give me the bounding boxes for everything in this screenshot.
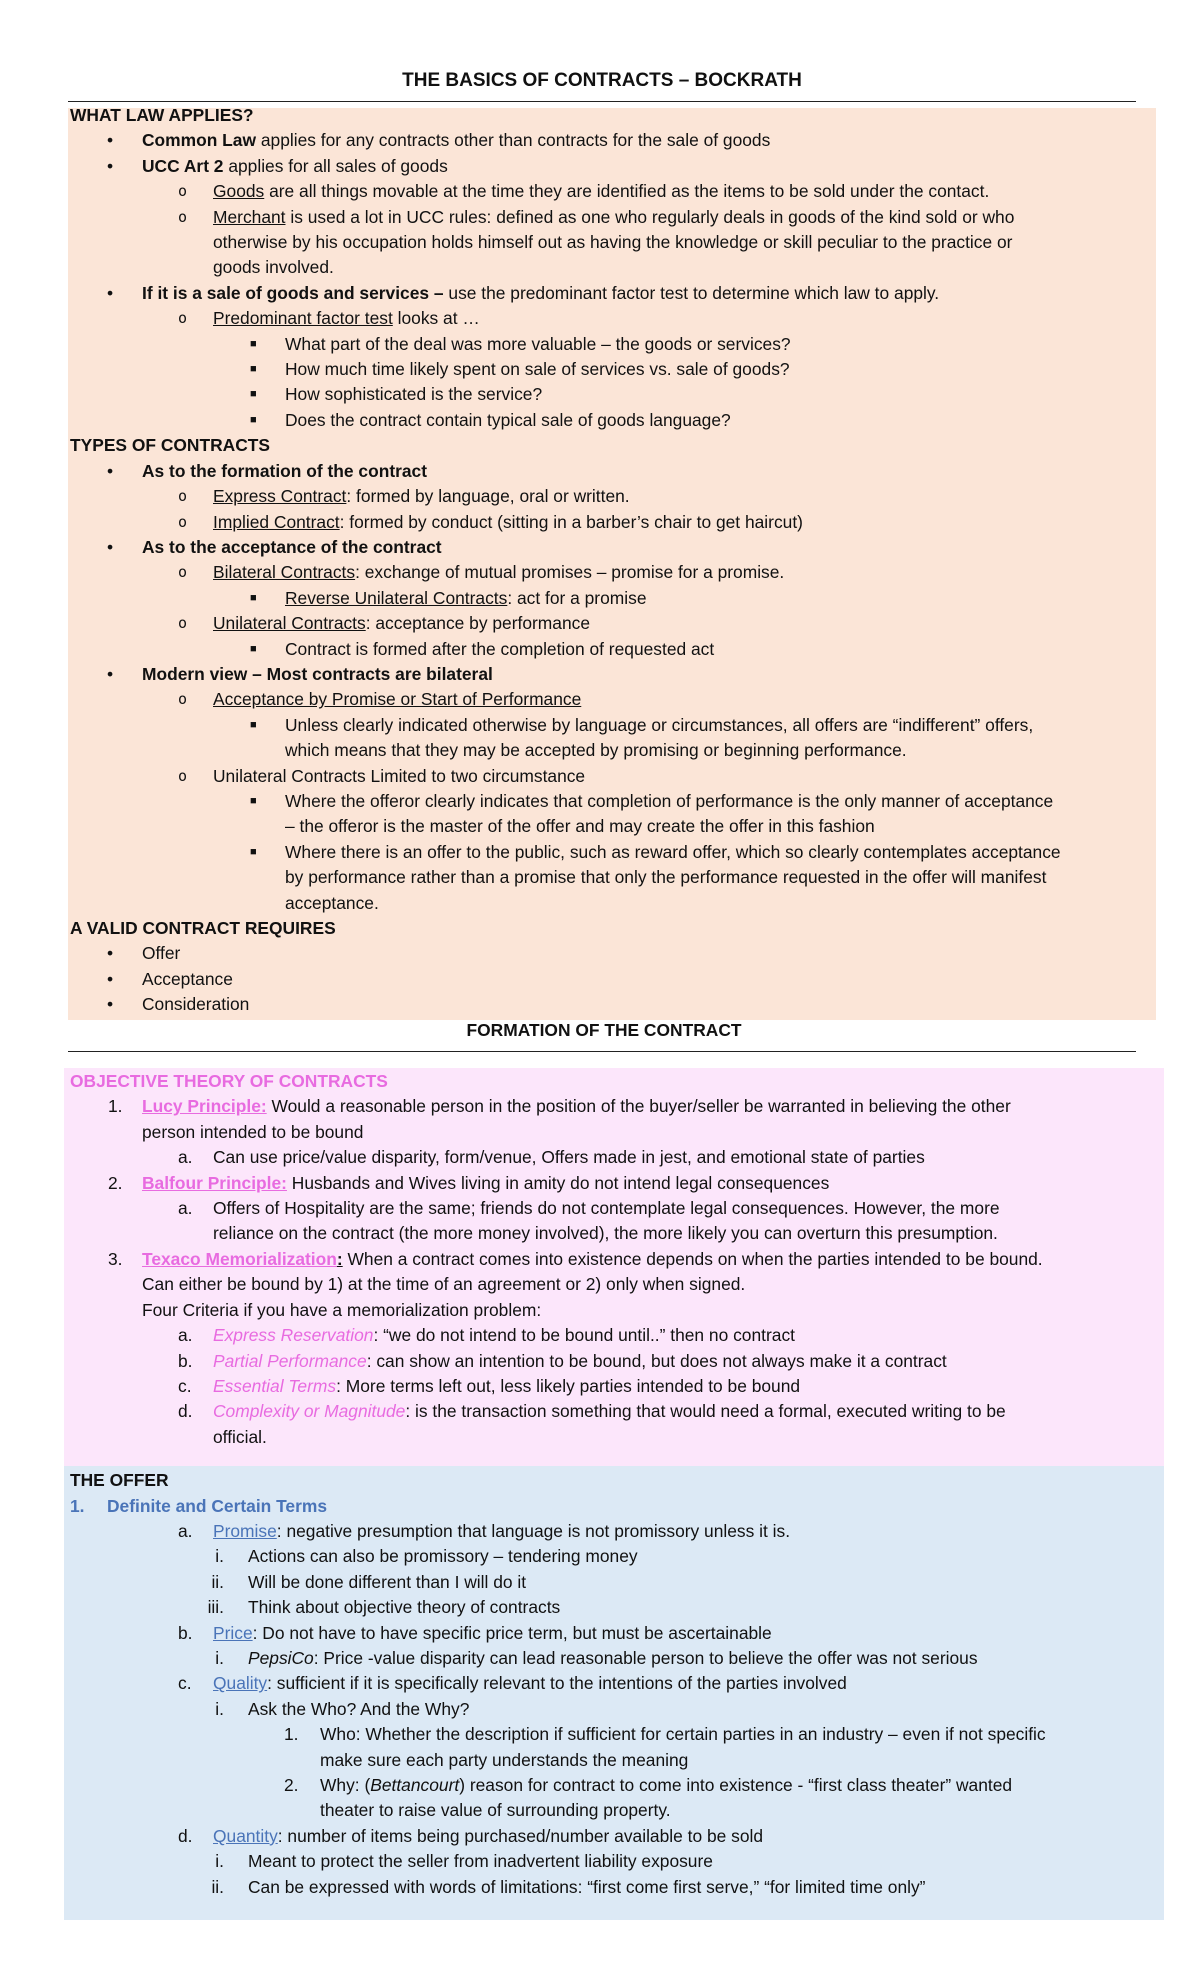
list-item: ■ Unless clearly indicated otherwise by language or circumstances, all offers are “indifferent” offers,: [250, 714, 1034, 735]
list-item-continuation: otherwise by his occupation holds himself out as having the knowledge or skill peculiar to the practice or: [213, 232, 1013, 253]
list-item-continuation: theater to raise value of surrounding property.: [320, 1800, 671, 1821]
list-item: o Bilateral Contracts: exchange of mutual promises – promise for a promise.: [178, 562, 785, 583]
list-item: o Predominant factor test looks at …: [178, 308, 480, 329]
list-item-continuation: which means that they may be accepted by promising or beginning performance.: [285, 740, 907, 761]
list-item-continuation: make sure each party understands the meaning: [320, 1749, 689, 1770]
list-item: i. Ask the Who? And the Why?: [215, 1698, 470, 1719]
list-item: ■ How sophisticated is the service?: [250, 384, 543, 405]
list-item: ■ How much time likely spent on sale of services vs. sale of goods?: [250, 359, 790, 380]
list-item-continuation: Four Criteria if you have a memorialization problem:: [142, 1299, 542, 1320]
list-item-continuation: person intended to be bound: [142, 1121, 364, 1142]
list-item: 2. Why: (Bettancourt) reason for contract to come into existence - “first class theater” wanted: [284, 1775, 1013, 1795]
formation-heading: FORMATION OF THE CONTRACT: [466, 1019, 742, 1040]
list-item: i. Meant to protect the seller from inadvertent liability exposure: [215, 1851, 713, 1872]
list-item-continuation: goods involved.: [213, 257, 334, 278]
list-item: ■ Contract is formed after the completion of requested act: [250, 638, 715, 659]
list-item-continuation: by performance rather than a promise that only the performance requested in the offer will manifest: [285, 867, 1047, 888]
list-item: i. Actions can also be promissory – tendering money: [215, 1546, 638, 1567]
list-item-continuation: Can either be bound by 1) at the time of an agreement or 2) only when signed.: [142, 1274, 746, 1295]
list-item-continuation: reliance on the contract (the more money involved), the more likely you can overturn this presumption.: [213, 1223, 998, 1244]
list-item: ■ Does the contract contain typical sale of goods language?: [250, 409, 731, 430]
list-item: 3. Texaco Memorialization: When a contract comes into existence depends on when the parties intended to be bound.: [108, 1248, 1043, 1269]
list-item: ■ Where there is an offer to the public, such as reward offer, which so clearly contemplates acceptance: [250, 841, 1061, 862]
list-item-continuation: official.: [213, 1426, 267, 1447]
list-item: ■ Where the offeror clearly indicates that completion of performance is the only manner of acceptance: [250, 790, 1054, 811]
list-item: a. Promise: negative presumption that language is not promissory unless it is.: [178, 1520, 791, 1541]
list-item: iii. Think about objective theory of contracts: [207, 1597, 561, 1618]
list-item: c. Quality: sufficient if it is specifically relevant to the intentions of the parties involved: [178, 1673, 847, 1694]
list-item: • As to the formation of the contract: [107, 460, 428, 481]
list-item: o Goods are all things movable at the time they are identified as the items to be sold under the contact.: [178, 181, 990, 202]
offer-heading: THE OFFER: [70, 1470, 169, 1491]
title-divider: [68, 101, 1136, 102]
list-item: i. PepsiCo: Price -value disparity can lead reasonable person to believe the offer was not serious: [215, 1647, 978, 1668]
list-item: ii. Can be expressed with words of limitations: “first come first serve,” “for limited time only”: [211, 1876, 926, 1897]
list-item: o Unilateral Contracts Limited to two circumstance: [178, 765, 586, 786]
list-item: • Acceptance: [107, 968, 233, 989]
objective-theory-heading: OBJECTIVE THEORY OF CONTRACTS: [70, 1071, 388, 1092]
list-item: • Offer: [107, 943, 181, 964]
list-item: o Merchant is used a lot in UCC rules: defined as one who regularly deals in goods of the kind sold or who: [178, 206, 1015, 227]
list-item: o Unilateral Contracts: acceptance by performance: [178, 613, 590, 634]
list-item: a. Can use price/value disparity, form/venue, Offers made in jest, and emotional state of parties: [178, 1147, 925, 1168]
list-item: • Common Law applies for any contracts other than contracts for the sale of goods: [107, 130, 771, 151]
document-title: THE BASICS OF CONTRACTS – BOCKRATH: [402, 70, 802, 91]
valid-contract-heading: A VALID CONTRACT REQUIRES: [70, 918, 336, 938]
list-item-continuation: – the offeror is the master of the offer and may create the offer in this fashion: [285, 816, 875, 837]
list-item: 1. Who: Whether the description if sufficient for certain parties in an industry – even if not specific: [284, 1724, 1046, 1745]
list-item-continuation: acceptance.: [285, 892, 379, 913]
list-item: • If it is a sale of goods and services – use the predominant factor test to determine which law to apply.: [107, 282, 940, 303]
what-law-heading: WHAT LAW APPLIES?: [70, 105, 254, 125]
list-item: 2. Balfour Principle: Husbands and Wives living in amity do not intend legal consequences: [108, 1172, 830, 1193]
list-item: o Express Contract: formed by language, oral or written.: [178, 486, 630, 507]
types-heading: TYPES OF CONTRACTS: [70, 435, 271, 456]
list-item: ■ Reverse Unilateral Contracts: act for a promise: [250, 587, 647, 608]
list-item: ii. Will be done different than I will do it: [211, 1571, 527, 1592]
list-item: • As to the acceptance of the contract: [107, 536, 442, 557]
list-item: 1. Lucy Principle: Would a reasonable person in the position of the buyer/seller be warranted in believing the other: [108, 1096, 1011, 1117]
list-item: • Modern view – Most contracts are bilateral: [107, 663, 493, 684]
list-item: a. Offers of Hospitality are the same; friends do not contemplate legal consequences. However, the more: [178, 1198, 1000, 1219]
list-item: a. Express Reservation: “we do not intend to be bound until..” then no contract: [178, 1325, 795, 1346]
list-item: • Consideration: [107, 994, 250, 1015]
list-item: d. Quantity: number of items being purchased/number available to be sold: [178, 1825, 764, 1846]
list-item: o Implied Contract: formed by conduct (sitting in a barber’s chair to get haircut): [178, 511, 803, 532]
list-item: c. Essential Terms: More terms left out, less likely parties intended to be bound: [178, 1375, 801, 1396]
document-body: [70, 103, 1150, 1900]
list-item: ■ What part of the deal was more valuable – the goods or services?: [250, 333, 791, 354]
list-item: • UCC Art 2 applies for all sales of goods: [107, 155, 448, 176]
list-item: b. Partial Performance: can show an intention to be bound, but does not always make it a contract: [178, 1350, 947, 1371]
list-item: b. Price: Do not have to have specific price term, but must be ascertainable: [178, 1622, 772, 1643]
list-item: o Acceptance by Promise or Start of Performance: [178, 689, 582, 710]
offer-subheading: 1. Definite and Certain Terms: [70, 1495, 328, 1516]
list-item: d. Complexity or Magnitude: is the transaction something that would need a formal, executed writing to be: [178, 1401, 1006, 1422]
